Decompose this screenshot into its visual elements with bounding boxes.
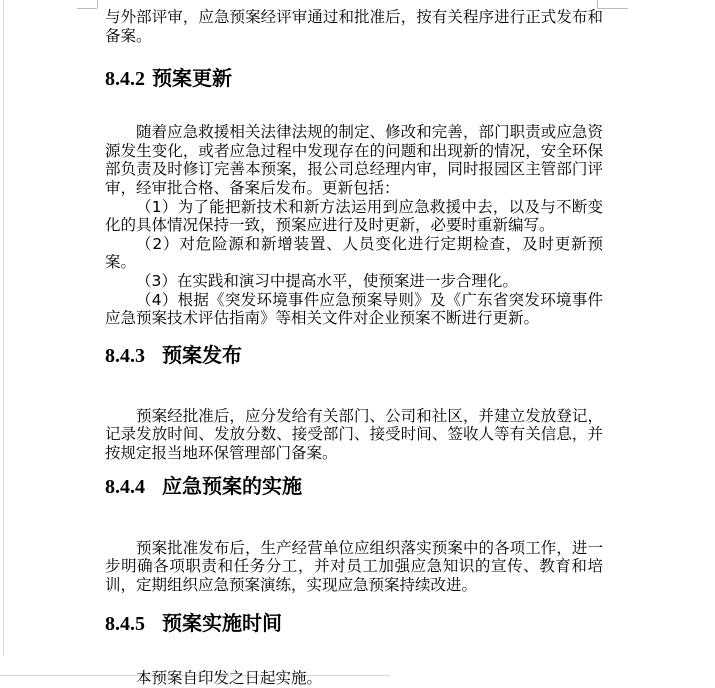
intro-paragraph: 与外部评审，应急预案经评审通过和批准后，按有关程序进行正式发布和备案。 — [105, 8, 603, 45]
paragraph: 预案经批准后，应分发给有关部门、公司和社区，并建立发放登记，记录发放时间、发放分数、接受部门、接受时间、签收人等有关信息，并按规定报当地环保管理部门备案。 — [105, 406, 603, 462]
heading-number: 8.4.4 — [105, 475, 145, 498]
paragraph: （4）根据《突发环境事件应急预案导则》及《广东省突发环境事件应急预案技术评估指南》等相关文件对企业预案不断进行更新。 — [105, 290, 603, 328]
section — [105, 67, 603, 328]
margin-crop-mark-top-left — [77, 8, 97, 9]
heading-title: 应急预案的实施 — [162, 473, 302, 498]
section — [105, 475, 603, 595]
heading-title: 预案更新 — [152, 66, 232, 91]
section — [105, 612, 603, 688]
section-heading — [105, 67, 603, 90]
paragraph: （3）在实践和演习中提高水平，使预案进一步合理化。 — [136, 271, 518, 290]
heading-title: 预案发布 — [162, 342, 242, 367]
heading-number: 8.4.3 — [105, 344, 145, 367]
paragraph: （2）对危险源和新增装置、人员变化进行定期检查，及时更新预案。 — [105, 234, 603, 272]
heading-number: 8.4.2 — [105, 68, 145, 91]
paragraph: （1）为了能把新技术和新方法运用到应急救援中去，以及与不断变化的具体情况保持一致，预案应进行及时更新，必要时重新编写。 — [105, 197, 603, 235]
paragraph: 预案批准发布后，生产经营单位应组织落实预案中的各项工作，进一步明确各项职责和任务分工，并对员工加强应急知识的宣传、教育和培训，定期组织应急预案演练，实现应急预案持续改进。 — [105, 538, 603, 594]
margin-crop-mark-top-right — [597, 0, 598, 8]
section-heading — [105, 344, 603, 367]
heading-title: 预案实施时间 — [162, 611, 282, 636]
page-left-edge-line — [3, 0, 4, 656]
section-heading — [105, 612, 603, 635]
sections-container — [105, 67, 603, 688]
margin-crop-mark-top-left — [97, 0, 98, 8]
section-heading — [105, 475, 603, 498]
text-column — [105, 8, 603, 688]
paragraph: 随着应急救援相关法律法规的制定、修改和完善，部门职责或应急资源发生变化，或者应急过程中发现存在的问题和出现新的情况，安全环保部负责及时修订完善本预案，报公司总经理内审，同时报园区主管部门评审，经审批合格、备案后发布。更新包括： — [105, 123, 603, 197]
heading-number: 8.4.5 — [105, 613, 145, 636]
paragraph: 本预案自印发之日起实施。 — [136, 669, 323, 688]
section — [105, 344, 603, 463]
